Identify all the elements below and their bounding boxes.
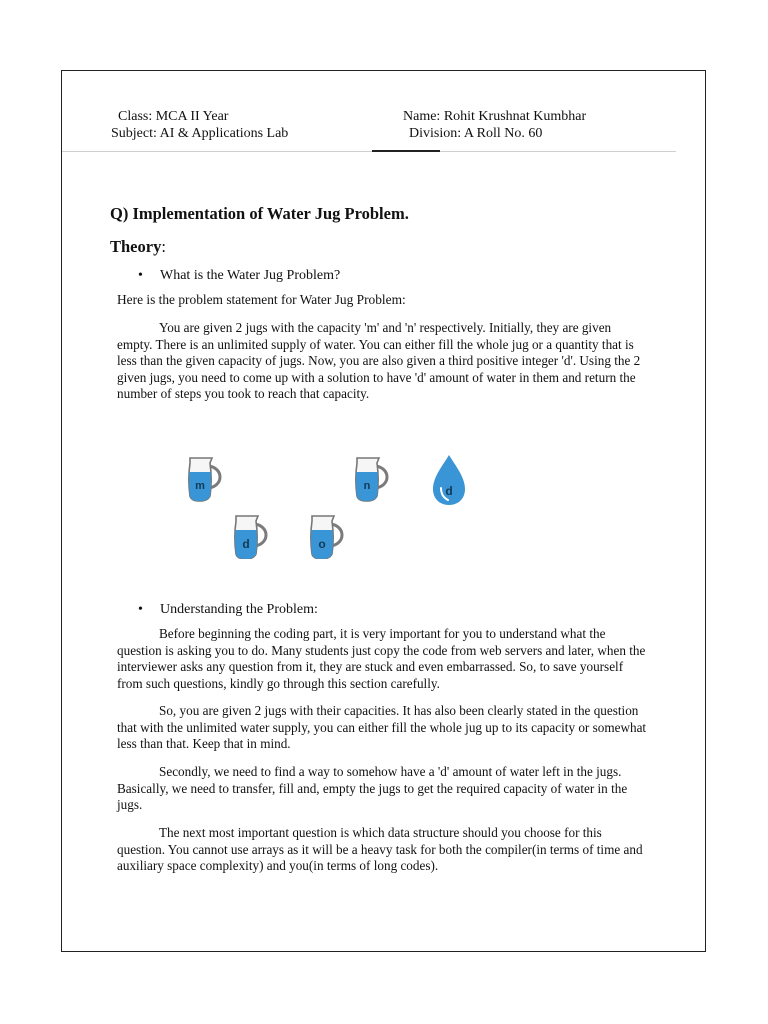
understanding-para-4: The next most important question is which data structure should you choose for this question. You cannot use arrays as it will be a heavy task for both the compiler(in terms of time and auxiliary space complexity) and you(in terms of long codes).: [117, 825, 643, 873]
bullet-understanding: [138, 602, 318, 618]
theory-heading: [110, 237, 166, 257]
understanding-para-3: Secondly, we need to find a way to somehow have a 'd' amount of water left in the jugs. Basically, we need to transfer, fill and, empty the jugs to get the required capacity of water in the jugs.: [117, 764, 628, 812]
question-heading: Q) Implementation of Water Jug Problem.: [110, 204, 409, 223]
class-line: Class: MCA II Year: [118, 109, 229, 124]
intro-text: Here is the problem statement for Water Jug Problem:: [117, 292, 406, 307]
problem-statement: You are given 2 jugs with the capacity 'm' and 'n' respectively. Initially, they are given empty. There is an unlimited supply of water. You can either fill the whole jug or a quantity that is less than the given capacity of jugs. Now, you are also given a third positive integer 'd'. Using the 2 given jugs, you need to come up with a solution to have 'd' amount of water in them and return the number of steps you took to reach that capacity.: [117, 320, 641, 401]
theory-colon: :: [161, 237, 166, 256]
subject-line: Subject: AI & Applications Lab: [111, 126, 289, 141]
understanding-para-1: Before beginning the coding part, it is very important for you to understand what the question is asking you to do. Many students just copy the code from web servers and later, when the interviewer asks any question from it, they are stuck and even embarrassed. So, to save yourself from such questions, kindly go through this section carefully.: [117, 626, 646, 691]
name-line: Name: Rohit Krushnat Kumbhar: [403, 109, 587, 124]
bullet-what-is-text: What is the Water Jug Problem?: [160, 268, 341, 283]
bullet-dot-icon: •: [138, 602, 143, 617]
theory-label: Theory: [110, 237, 162, 256]
understanding-para-2: So, you are given 2 jugs with their capacities. It has also been clearly stated in the question that with the unlimited water supply, you can either fill the whole jug up to its capacity or somewhat less than that. Keep that in mind.: [117, 703, 647, 751]
drop-d-label: d: [445, 484, 453, 498]
water-jug-illustration: [183, 449, 465, 559]
header-divider-accent: [372, 150, 440, 152]
jug-d-label: d: [242, 537, 250, 551]
jug-n-label: n: [363, 480, 371, 492]
bullet-what-is: [138, 268, 340, 284]
bullet-understanding-text: Understanding the Problem:: [160, 602, 318, 617]
division-line: Division: A Roll No. 60: [409, 126, 543, 141]
bullet-dot-icon: •: [138, 268, 143, 283]
jug-m-label: m: [195, 480, 205, 492]
header-divider: [62, 151, 676, 152]
jug-o-label: o: [318, 537, 326, 551]
